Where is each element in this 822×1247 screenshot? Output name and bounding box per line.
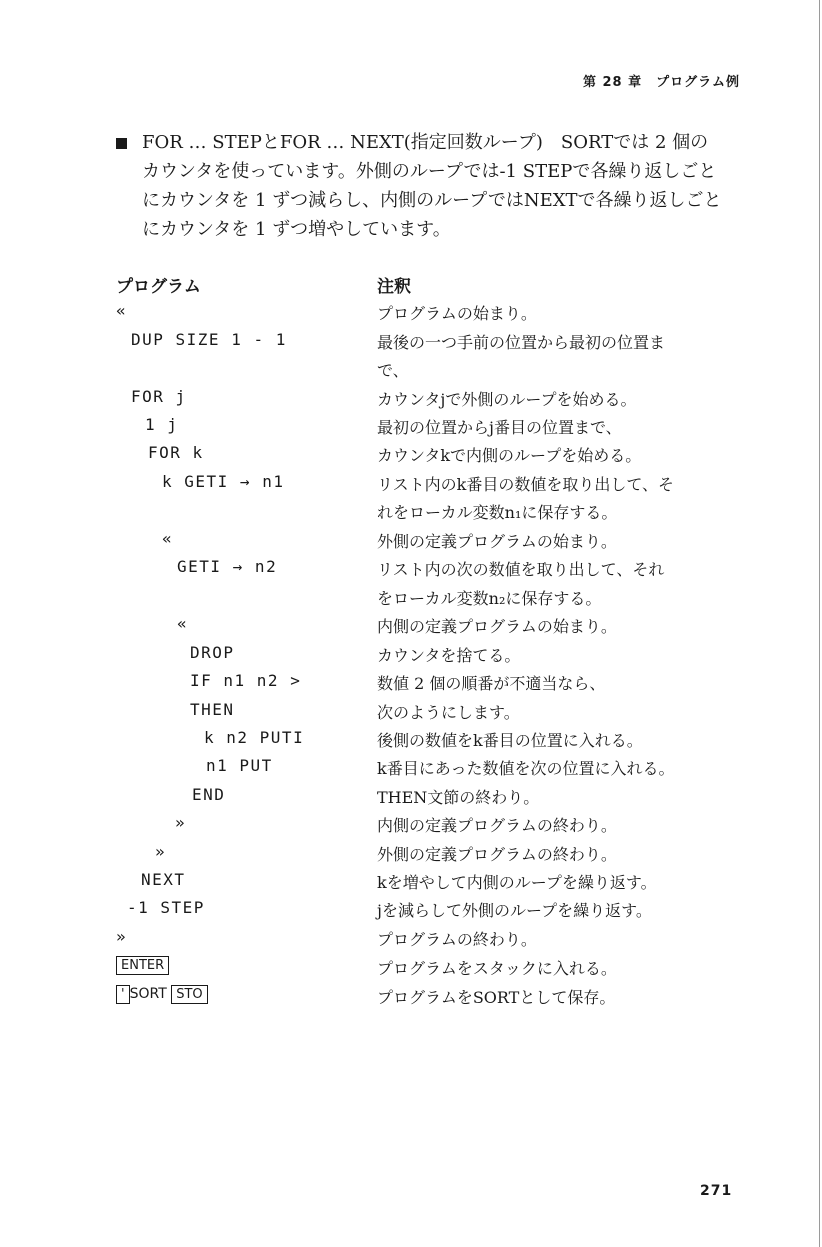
code-line: « xyxy=(162,529,174,548)
note-line: プログラムの終わり。 xyxy=(377,930,537,949)
intro-line: にカウンタを 1 ずつ減らし、内側のループではNEXTで各繰り返しごと xyxy=(142,190,722,211)
note-line: 数値 2 個の順番が不適当なら、 xyxy=(377,674,606,693)
page-edge-rule xyxy=(819,0,820,1247)
enter-key-row xyxy=(116,956,169,975)
note-line: リスト内のk番目の数値を取り出して、そ xyxy=(377,475,675,494)
note-line: 後側の数値をk番目の位置に入れる。 xyxy=(377,731,643,750)
store-key-row xyxy=(116,985,208,1004)
page-number: 271 xyxy=(700,1183,733,1199)
code-line: » xyxy=(116,927,128,946)
intro-line: カウンタを使っています。外側のループでは-1 STEPで各繰り返しごと xyxy=(142,161,717,182)
code-line: THEN xyxy=(190,700,235,719)
note-line: をローカル変数n₂に保存する。 xyxy=(377,589,602,608)
sto-key: STO xyxy=(171,985,207,1004)
sort-text: SORT xyxy=(129,986,167,1002)
code-line: k n2 PUTI xyxy=(204,728,305,747)
code-line: « xyxy=(177,614,189,633)
note-line: れをローカル変数n₁に保存する。 xyxy=(377,503,618,522)
notes-heading: 注釈 xyxy=(377,277,411,297)
chapter-header: 第 28 章 プログラム例 xyxy=(582,75,740,90)
note-line: jを減らして外側のループを繰り返す。 xyxy=(377,901,652,920)
code-line: » xyxy=(175,813,187,832)
code-line: IF n1 n2 > xyxy=(190,671,302,690)
note-line: プログラムをスタックに入れる。 xyxy=(377,959,617,978)
note-line: THEN文節の終わり。 xyxy=(377,788,540,807)
note-line: 最後の一つ手前の位置から最初の位置ま xyxy=(377,333,666,352)
code-line: GETI → n2 xyxy=(177,557,278,576)
bullet-icon xyxy=(116,138,127,149)
code-line: » xyxy=(155,842,167,861)
note-line: kを増やして内側のループを繰り返す。 xyxy=(377,873,657,892)
intro-line: FOR … STEPとFOR … NEXT(指定回数ループ) SORTでは 2 個の xyxy=(142,132,709,153)
program-heading: プログラム xyxy=(116,277,201,297)
quote-key: ' xyxy=(116,985,130,1004)
note-line: 外側の定義プログラムの終わり。 xyxy=(377,845,617,864)
note-line: 内側の定義プログラムの終わり。 xyxy=(377,816,617,835)
note-line: で、 xyxy=(377,361,409,380)
code-line: 1 j xyxy=(145,415,179,434)
note-line: カウンタを捨てる。 xyxy=(377,646,521,665)
note-line: プログラムをSORTとして保存。 xyxy=(377,988,616,1007)
code-line: END xyxy=(192,785,226,804)
intro-line: にカウンタを 1 ずつ増やしています。 xyxy=(142,219,451,240)
code-line: DUP SIZE 1 - 1 xyxy=(131,330,287,349)
note-line: リスト内の次の数値を取り出して、それ xyxy=(377,560,665,579)
code-line: k GETI → n1 xyxy=(162,472,285,491)
note-line: 内側の定義プログラムの始まり。 xyxy=(377,617,617,636)
note-line: 最初の位置からj番目の位置まで、 xyxy=(377,418,622,437)
note-line: 外側の定義プログラムの始まり。 xyxy=(377,532,617,551)
enter-key: ENTER xyxy=(116,956,169,975)
code-line: -1 STEP xyxy=(127,898,205,917)
code-line: DROP xyxy=(190,643,235,662)
code-line: « xyxy=(116,301,128,320)
code-line: FOR j xyxy=(131,387,187,406)
code-line: NEXT xyxy=(141,870,186,889)
note-line: カウンタjで外側のループを始める。 xyxy=(377,390,637,409)
note-line: プログラムの始まり。 xyxy=(377,304,537,323)
note-line: k番目にあった数値を次の位置に入れる。 xyxy=(377,759,675,778)
note-line: カウンタkで内側のループを始める。 xyxy=(377,446,642,465)
code-line: FOR k xyxy=(148,443,204,462)
code-line: n1 PUT xyxy=(206,756,273,775)
note-line: 次のようにします。 xyxy=(377,703,520,722)
